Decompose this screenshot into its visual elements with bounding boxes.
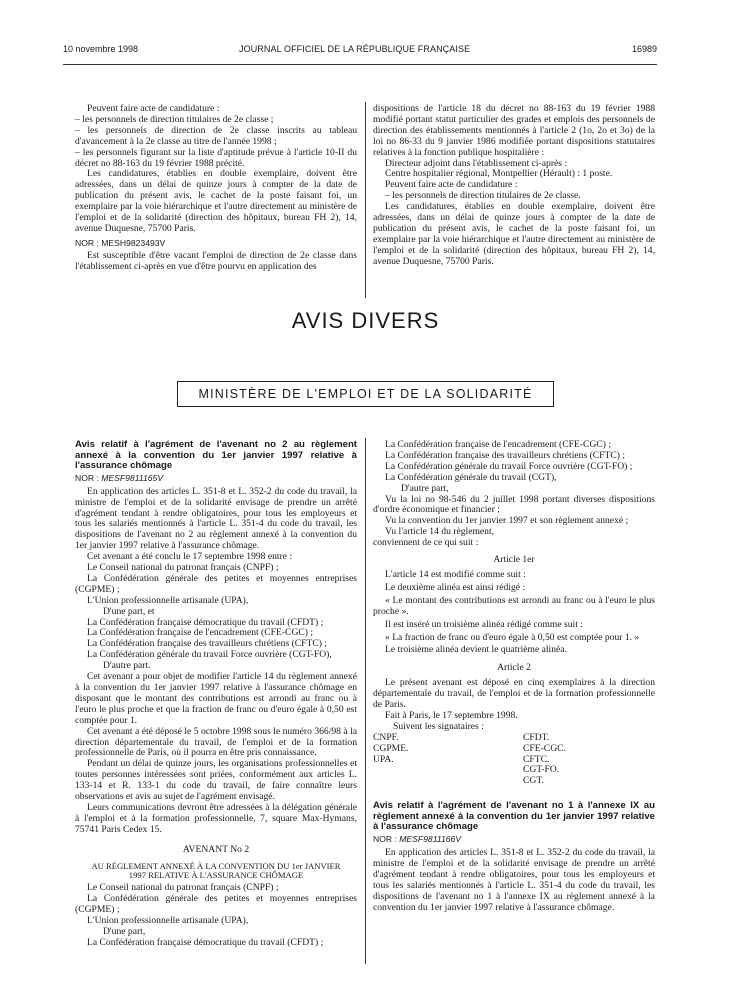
paragraph: En application des articles L. 351-8 et L. 352-2 du code du travail, la ministre de l'emploi et de la solidarité envisage de prendre un arrêté d'agrément tendant à rendre obligatoires, pour tous les employeurs et tous les salariés mentionnés à l'article L. 351-4 du code du travail, les dispositions de l'avenant no 1 à l'annexe IX au règlement annexé à la convention du 1er janvier 1997 relative à l'assurance chômage. [373,846,655,913]
page-header [63,44,657,58]
paragraph: Il est inséré un troisième alinéa rédigé comme suit : [385,618,583,630]
notice-title: Avis relatif à l'agrément de l'avenant no 1 à l'annexe IX au règlement annexé à la convention du 1er janvier 1997 relative à l'assurance chômage [373,800,655,833]
paragraph: Peuvent faire acte de candidature : [385,179,518,191]
paragraph: « Le montant des contributions est arrondi au franc ou à l'euro le plus proche ». [373,594,655,617]
paragraph: Les candidatures, établies en double exemplaire, doivent être adressées, dans un délai de quinze jours à compter de la date de publication du présent avis, le cachet de la poste faisant foi, un exemplaire par la voie hiérarchique et l'autre directement au ministère de l'emploi et de la solidarité (direction des hôpitaux, bureau FH 2), 14, avenue Duquesne, 75700 Paris. [75,168,357,234]
paragraph: Centre hospitalier régional, Montpellier (Hérault) : 1 poste. [385,168,613,180]
paragraph: Cet avenant a pour objet de modifier l'article 14 du règlement annexé à la convention du 1er janvier 1997 relative à l'assurance chômage en disposant que le montant des contributions est arrondi au franc ou à l'euro le plus proche et que la fraction de franc ou d'euro égale à 0,50 est comptée pour 1. [75,671,357,726]
column-separator [365,102,366,298]
ministry-banner: MINISTÈRE DE L'EMPLOI ET DE LA SOLIDARITÉ [177,381,554,407]
paragraph: Vu l'article 14 du règlement, [385,526,495,538]
list-item: – les personnels de direction de 2e classe inscrits au tableau d'avancement à la 2e classe au titre de l'année 1998 ; [75,124,357,147]
signatory: CGPME. [373,742,409,754]
paragraph: En application des articles L. 351-8 et L. 352-2 du code du travail, la ministre de l'emploi et de la solidarité envisage de prendre un arrêté d'agrément tendant à rendre obligatoires, pour tous les employeurs et tous les salariés mentionnés à l'article L. 351-4 du code du travail, les dispositions de l'avenant no 2 au règlement annexé à la convention du 1er janvier 1997 relative à l'assurance chômage. [75,485,357,552]
signatories-unions [523,733,655,788]
signatories-employers [373,733,523,788]
avenant-heading: AVENANT No 2 [182,843,250,855]
paragraph: La Confédération française démocratique du travail (CFDT) ; [87,616,324,628]
signatory: UPA. [373,753,394,765]
nor-reference [373,834,655,845]
signatory: CGT. [523,775,544,787]
paragraph: Directeur adjoint dans l'établissement ci-après : [385,157,568,169]
nor-reference: NOR : MESH9823493V [75,237,166,248]
list-item: – les personnels de direction titulaires de 2e classe. [385,190,581,202]
paragraph: La Confédération française des travailleurs chrétiens (CFTC) ; [87,638,328,650]
signatory: CNPF. [373,731,399,743]
paragraph: Cet avenant a été déposé le 5 octobre 1998 sous le numéro 366/98 à la direction départementale du travail, de l'emploi et de la formation professionnelle de Paris, où il pourra en être pris connaissance. [75,725,357,759]
signatory: CFTC. [523,753,550,765]
paragraph: Les candidatures, établies en double exemplaire, doivent être adressées, dans un délai de quinze jours à compter de la date de publication du présent avis, le cachet de la poste faisant foi, un exemplaire par la voie hiérarchique et l'autre directement au ministère de l'emploi et de la solidarité (direction des hôpitaux, bureau FH 2), 14, avenue Duquesne, 75700 Paris. [373,201,655,267]
header-rule [63,64,657,65]
paragraph: Le présent avenant est déposé en cinq exemplaires à la direction départementale du travail, de l'emploi et de la formation professionnelle de Paris. [373,677,655,711]
paragraph: La Confédération française de l'encadrement (CFE-CGC) ; [385,439,612,450]
paragraph: D'une part, [103,925,146,937]
paragraph: D'une part, et [103,605,155,617]
paragraph: La Confédération française de l'encadrement (CFE-CGC) ; [87,627,314,639]
top-left-column [75,104,357,273]
paragraph: La Confédération générale du travail (CGT), [385,471,557,483]
paragraph: L'Union professionnelle artisanale (UPA), [87,594,249,606]
paragraph: « La fraction de franc ou d'euro égale à 0,50 est comptée pour 1. » [385,631,640,643]
paragraph: Cet avenant a été conclu le 17 septembre 1998 entre : [87,551,293,563]
paragraph: Le deuxième alinéa est ainsi rédigé : [385,581,526,593]
nor-code: MESF9811165V [101,472,164,483]
paragraph: Pendant un délai de quinze jours, les organisations professionnelles et toutes personnes intéressées sont priées, conformément aux articles L. 133-14 et R. 133-1 du code du travail, de faire connaître leurs observations et avis au sujet de l'agrément envisagé. [75,758,357,803]
paragraph: Fait à Paris, le 17 septembre 1998. [385,709,518,721]
nor-code: MESF9811166V [399,834,462,845]
section-title: AVIS DIVERS [291,308,440,333]
paragraph: L'article 14 est modifié comme suit : [385,568,526,580]
header-page-number: 16989 [631,44,657,54]
paragraph: La Confédération générale des petites et moyennes entreprises (CGPME) ; [75,893,357,915]
paragraph: D'autre part. [103,660,151,672]
article-heading: Article 1er [493,554,535,566]
article-heading: Article 2 [497,662,531,674]
signatory: CFE-CGC. [523,742,566,754]
avenant-subheading: AU RÈGLEMENT ANNEXÉ À LA CONVENTION DU 1er JANVIER 1997 RELATIVE À L'ASSURANCE CHÔMAGE [91,860,341,881]
paragraph: La Confédération générale du travail Force ouvrière (CGT-FO) ; [385,460,633,472]
top-right-column [373,104,655,268]
list-item: – les personnels figurant sur la liste d'aptitude prévue à l'article 10-II du décret no 88-163 du 19 février 1988 précité. [75,146,357,169]
paragraph: dispositions de l'article 18 du décret no 88-163 du 19 février 1988 modifié portant statut particulier des grades et emplois des personnels de direction des établissements mentionnés à l'article 2 (1o, 2o et 3o) de la loi no 86-33 du 9 janvier 1986 modifiée portant dispositions statutaires relatives à la fonction publique hospitalière : [373,103,655,158]
paragraph: Vu la loi no 98-546 du 2 juillet 1998 portant diverses dispositions d'ordre économique et financier ; [373,493,655,516]
paragraph: D'autre part, [401,482,449,494]
notice-title: Avis relatif à l'agrément de l'avenant no 2 au règlement annexé à la convention du 1er janvier 1997 relative à l'assurance chômage [75,439,357,472]
paragraph: conviennent de ce qui suit : [373,537,479,549]
paragraph: Suivent les signataires : [393,720,484,732]
paragraph: L'Union professionnelle artisanale (UPA), [87,914,249,926]
left-column [75,440,357,949]
signatories [373,733,655,788]
paragraph: Est susceptible d'être vacant l'emploi de direction de 2e classe dans l'établissement ci-après en vue d'être pourvu en application des [75,249,357,272]
signatory: CGT-FO. [523,764,560,776]
list-item: – les personnels de direction titulaires de 2e classe ; [75,113,274,125]
paragraph: La Confédération générale des petites et moyennes entreprises (CGPME) ; [75,572,357,595]
column-separator [365,438,366,964]
signatory: CFDT. [523,731,550,743]
paragraph: La Confédération générale du travail Force ouvrière (CGT-FO), [87,649,332,661]
paragraph: Peuvent faire acte de candidature : [87,103,220,114]
header-journal: JOURNAL OFFICIEL DE LA RÉPUBLIQUE FRANÇAISE [239,44,471,54]
right-column [373,440,655,913]
paragraph: La Confédération française démocratique du travail (CFDT) ; [87,936,324,948]
nor-label: NOR : [373,834,397,845]
paragraph: Le Conseil national du patronat français (CNPF) ; [87,562,279,574]
nor-reference [75,473,357,484]
paragraph: Vu la convention du 1er janvier 1997 et son règlement annexé ; [385,515,629,527]
header-date: 10 novembre 1998 [63,44,139,54]
paragraph: La Confédération française des travailleurs chrétiens (CFTC) ; [385,449,626,461]
paragraph: Leurs communications devront être adressées à la délégation générale à l'emploi et à la formation professionnelle, 7, square Max-Hymans, 75741 Paris Cedex 15. [75,801,357,835]
paragraph: Le Conseil national du patronat français (CNPF) ; [87,882,279,894]
nor-label: NOR : [75,472,99,483]
paragraph: Le troisième alinéa devient le quatrième alinéa. [385,644,567,656]
